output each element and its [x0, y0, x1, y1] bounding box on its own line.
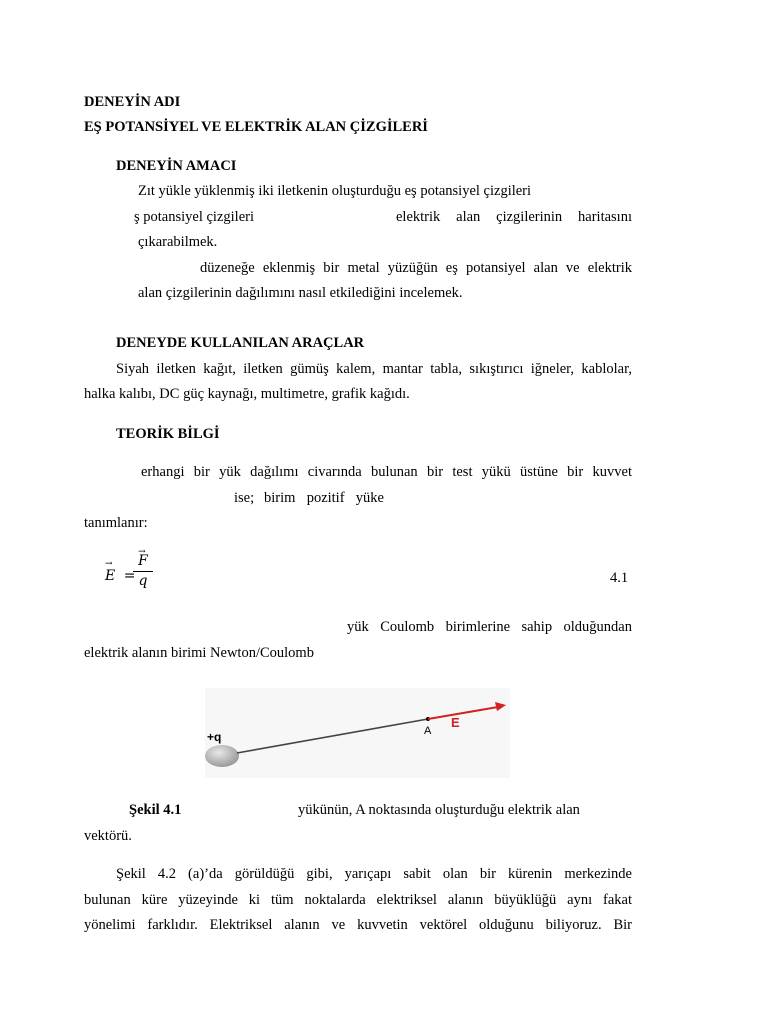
aim-line-2b: elektrik alan çizgilerinin haritasını [396, 209, 632, 225]
paragraph-line-1: Şekil 4.2 (a)’da görüldüğü gibi, yarıçapı sabit olan bir kürenin merkezinde [116, 866, 632, 882]
theory-line-2a: ise; [234, 490, 255, 506]
figure-caption-text: yükünün, A noktasında oluşturduğu elektrik alan [298, 802, 580, 818]
theory-line-3: tanımlanır: [84, 515, 148, 531]
theory-line-2b: birim pozitif yüke [264, 490, 384, 506]
tools-line-2: halka kalıbı, DC güç kaynağı, multimetre, grafik kağıdı. [84, 386, 410, 402]
point-a-label: A [424, 725, 432, 737]
experiment-title: EŞ POTANSİYEL VE ELEKTRİK ALAN ÇİZGİLERİ [84, 119, 428, 135]
equals-sign: = [123, 568, 136, 584]
aim-line-3: çıkarabilmek. [138, 234, 218, 250]
theory-line-1: erhangi bir yük dağılımı civarında bulunan bir test yükü üstüne bir kuvvet [141, 464, 632, 480]
field-symbol: → E [105, 568, 115, 584]
force-symbol: → F [138, 552, 148, 570]
paragraph-line-2: bulunan küre yüzeyinde ki tüm noktalarda elektriksel alanın büyüklüğü aynı fakat [84, 892, 632, 908]
theory-heading: TEORİK BİLGİ [116, 426, 220, 442]
figure-caption-continued: vektörü. [84, 828, 132, 844]
electric-field-figure [205, 688, 510, 778]
point-charge [205, 745, 239, 767]
theory-line-5: elektrik alanın birimi Newton/Coulomb [84, 645, 314, 661]
charge-label: +q [207, 730, 222, 744]
aim-line-4: düzeneğe eklenmiş bir metal yüzüğün eş potansiyel alan ve elektrik [200, 260, 632, 276]
tools-heading: DENEYDE KULLANILAN ARAÇLAR [116, 335, 365, 351]
aim-line-1: Zıt yükle yüklenmiş iki iletkenin oluşturduğu eş potansiyel çizgileri [138, 183, 532, 199]
paragraph-line-3: yönelimi farklıdır. Elektriksel alanın ve kuvvetin vektörel olduğunu biliyoruz. Bir [84, 917, 632, 933]
charge-symbol: q [138, 573, 148, 589]
field-vector-arrow [428, 707, 498, 719]
experiment-name-label: DENEYİN ADI [84, 94, 181, 110]
field-arrowhead [495, 702, 506, 711]
field-vector-diagram [205, 688, 510, 778]
equation-number: 4.1 [610, 570, 629, 586]
equation-lhs [105, 568, 135, 584]
fraction-bar [133, 571, 153, 572]
theory-line-4: yük Coulomb birimlerine sahip olduğundan [347, 619, 632, 635]
aim-line-2a: ş potansiyel çizgileri [134, 209, 254, 225]
tools-line-1: Siyah iletken kağıt, iletken gümüş kalem, mantar tabla, sıkıştırıcı iğneler, kablolar, [116, 361, 632, 377]
field-vector-label: E [451, 715, 460, 730]
aim-heading: DENEYİN AMACI [116, 158, 237, 174]
distance-line [237, 719, 428, 753]
force-over-charge-fraction [133, 552, 153, 589]
figure-caption-label: Şekil 4.1 [129, 802, 182, 818]
aim-line-5: alan çizgilerinin dağılımını nasıl etkilediğini incelemek. [138, 285, 463, 301]
